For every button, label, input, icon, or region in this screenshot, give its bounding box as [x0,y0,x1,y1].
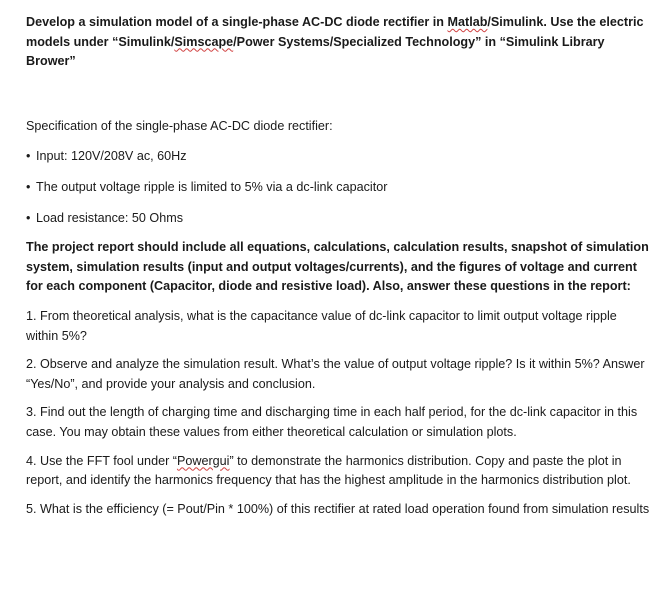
spec-item-input [26,147,650,167]
question-4 [26,452,650,491]
intro-text-3: /Power Systems/Specialized Technology” in “Simulink Library Brower” [26,34,605,69]
spec-item-ripple [26,178,650,198]
intro-text-1: Develop a simulation model of a single-phase AC-DC diode rectifier in [26,15,448,29]
bullet-icon: • [26,149,31,164]
question-3: 3. Find out the length of charging time and discharging time in each half period, for the dc-link capacitor in this case. You may obtain these values from either theoretical calculation or simulation plots. [26,405,638,439]
question-5: 5. What is the efficiency (= Pout/Pin * 100%) of this rectifier at rated load operation found from simulation results [26,501,650,516]
spec-item-text: The output voltage ripple is limited to 5% via a dc-link capacitor [36,179,388,194]
spec-item-load [26,209,650,229]
spellcheck-word-matlab: Matlab [447,15,488,29]
spec-item-text: Load resistance: 50 Ohms [36,210,184,225]
intro-paragraph [26,13,650,72]
spec-item-text: Input: 120V/208V ac, 60Hz [36,149,187,164]
bullet-icon: • [26,210,31,225]
spellcheck-word-powergui: Powergui [176,453,230,468]
spellcheck-word-simscape: Simscape [174,34,234,49]
spec-title: Specification of the single-phase AC-DC diode rectifier: [26,118,333,133]
report-requirements-paragraph: The project report should include all equations, calculations, calculation results, snapshot of simulation system, simulation results (input and output voltages/currents), and the figures of voltage and current for each component (Capacitor, diode and resistive load). Also, answer these questions in the report: [26,240,649,294]
question-1: 1. From theoretical analysis, what is the capacitance value of dc-link capacitor to limit output voltage ripple within 5%? [26,308,617,343]
question-4-text-2: ” to demonstrate the harmonics distribution. Copy and paste the plot in report, and identify the harmonics frequency that has the highest amplitude in the harmonics distribution plot. [26,453,631,488]
bullet-icon: • [26,179,31,194]
question-2: 2. Observe and analyze the simulation result. What’s the value of output voltage ripple? Is it within 5%? Answer “Yes/No”, and provide your analysis and conclusion. [26,357,645,391]
intro-text-2: /Simulink. Use the electric models under “Simulink/ [26,15,644,49]
question-4-text-1: 4. Use the FFT fool under “ [26,453,177,468]
